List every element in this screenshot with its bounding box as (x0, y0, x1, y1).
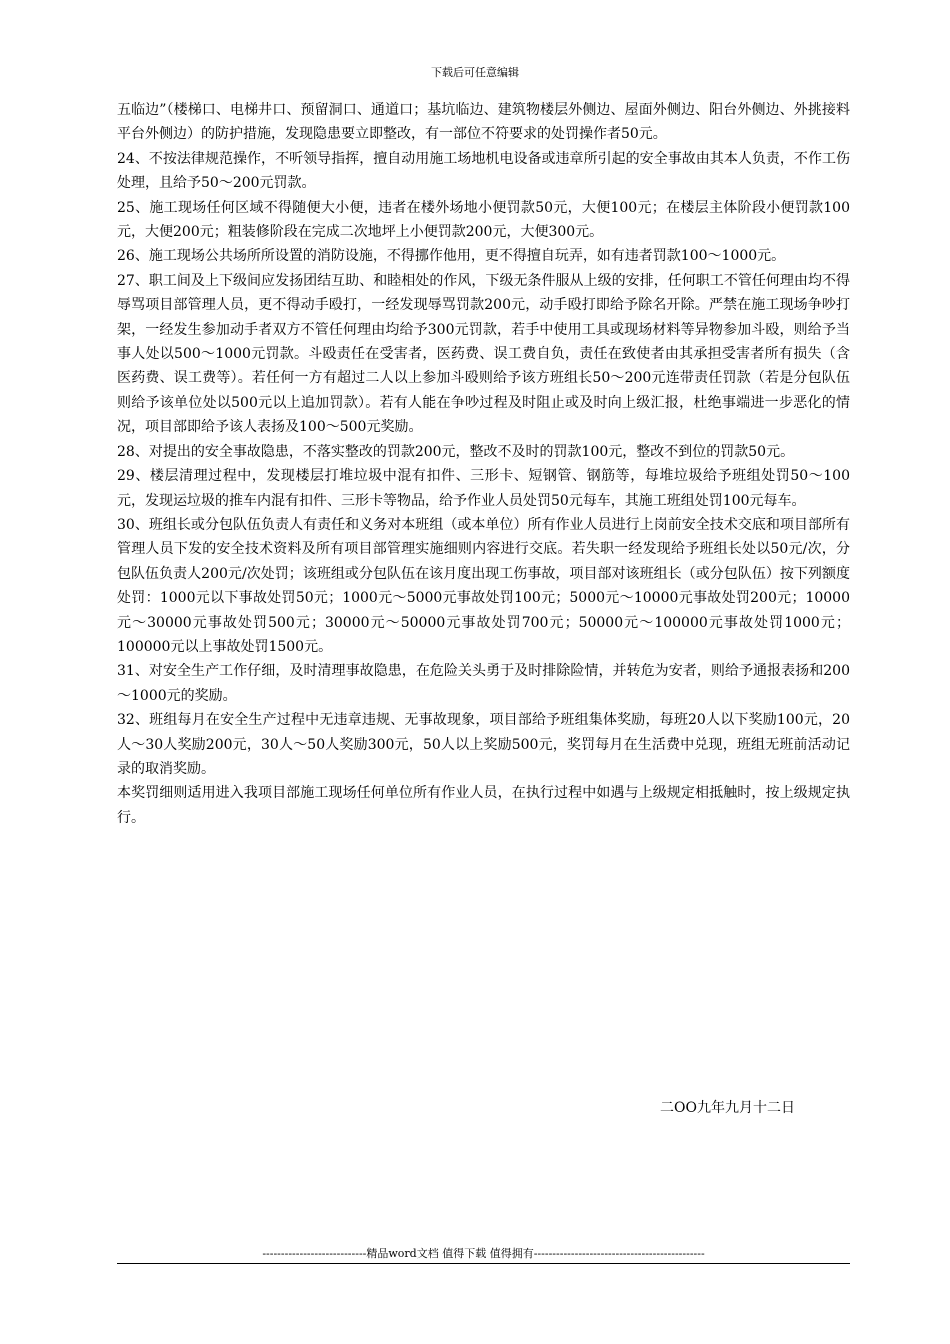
paragraph-item-28: 28、对提出的安全事故隐患，不落实整改的罚款200元，整改不及时的罚款100元，整改不到位的罚款50元。 (117, 443, 795, 460)
paragraph-item-25: 25、施工现场任何区域不得随便大小便，违者在楼外场地小便罚款50元，大便100元；在楼层主体阶段小便罚款100元，大便200元；粗装修阶段在完成二次地坪上小便罚款200元，大便300元。 (117, 199, 850, 241)
page-header: 下载后可任意编辑 (431, 66, 519, 79)
page-footer: ----------------------------精品word文档 值得下载 值得拥有---------------------------------------------- (262, 1247, 705, 1260)
paragraph-item-27: 27、职工间及上下级间应发扬团结互助、和睦相处的作风，下级无条件服从上级的安排，任何职工不管任何理由均不得辱骂项目部管理人员，更不得动手殴打，一经发现辱骂罚款200元，动手殴打即给予除名开除。严禁在施工现场争吵打架，一经发生参加动手者双方不管任何理由均给予300元罚款，若手中使用工具或现场材料等异物参加斗殴，则给予当事人处以500～1000元罚款。斗殴责任在受害者，医药费、误工费自负，责任在致使者由其承担受害者所有损失（含医药费、误工费等）。若任何一方有超过二人以上参加斗殴则给予该方班组长50～200元连带责任罚款（若是分包队伍则给予该单位处以500元以上追加罚款）。若有人能在争吵过程及时阻止或及时向上级汇报，杜绝事端进一步恶化的情况，项目部即给予该人表扬及100～500元奖励。 (117, 272, 850, 436)
paragraph-item-32: 32、班组每月在安全生产过程中无违章违规、无事故现象，项目部给予班组集体奖励，每班20人以下奖励100元，20人～30人奖励200元，30人～50人奖励300元，50人以上奖励500元，奖罚每月在生活费中兑现，班组无班前活动记录的取消奖励。 (117, 712, 850, 777)
paragraph-item-30: 30、班组长或分包队伍负责人有责任和义务对本班组（或本单位）所有作业人员进行上岗前安全技术交底和项目部所有管理人员下发的安全技术资料及所有项目部管理实施细则内容进行交底。若失职一经发现给予班组长处以50元/次，分包队伍负责人200元/次处罚；该班组或分包队伍在该月度出现工伤事故，项目部对该班组长（或分包队伍）按下列额度处罚：1000元以下事故处罚50元；1000元～5000元事故处罚100元；5000元～10000元事故处罚200元；10000元～30000元事故处罚500元；30000元～50000元事故处罚700元；50000元～100000元事故处罚1000元； 100000元以上事故处罚1500元。 (117, 516, 850, 655)
signature-date: 二OO九年九月十二日 (660, 1100, 795, 1116)
paragraph-item-26: 26、施工现场公共场所所设置的消防设施，不得挪作他用，更不得擅自玩弄，如有违者罚款100～1000元。 (117, 248, 786, 265)
document-body (117, 98, 850, 830)
paragraph-closing-note: 本奖罚细则适用进入我项目部施工现场任何单位所有作业人员，在执行过程中如遇与上级规定相抵触时，按上级规定执行。 (117, 785, 850, 826)
paragraph-item-24: 24、不按法律规范操作，不听领导指挥，擅自动用施工场地机电设备或违章所引起的安全事故由其本人负责，不作工伤处理，且给予50～200元罚款。 (117, 150, 850, 192)
paragraph-item-31: 31、对安全生产工作仔细，及时清理事故隐患，在危险关头勇于及时排除险情，并转危为安者，则给予通报表扬和200～1000元的奖励。 (117, 663, 850, 704)
footer-divider (117, 1263, 850, 1264)
paragraph-item-29: 29、楼层清理过程中，发现楼层打堆垃圾中混有扣件、三形卡、短钢管、钢筋等，每堆垃圾给予班组处罚50～100元，发现运垃圾的推车内混有扣件、三形卡等物品，给予作业人员处罚50元每车，其施工班组处罚100元每车。 (117, 468, 850, 509)
paragraph-item-23-continued: 五临边”（楼梯口、电梯井口、预留洞口、通道口；基坑临边、建筑物楼层外侧边、屋面外侧边、阳台外侧边、外挑接料平台外侧边）的防护措施，发现隐患要立即整改，有一部位不符要求的处罚操作者50元。 (117, 102, 850, 143)
